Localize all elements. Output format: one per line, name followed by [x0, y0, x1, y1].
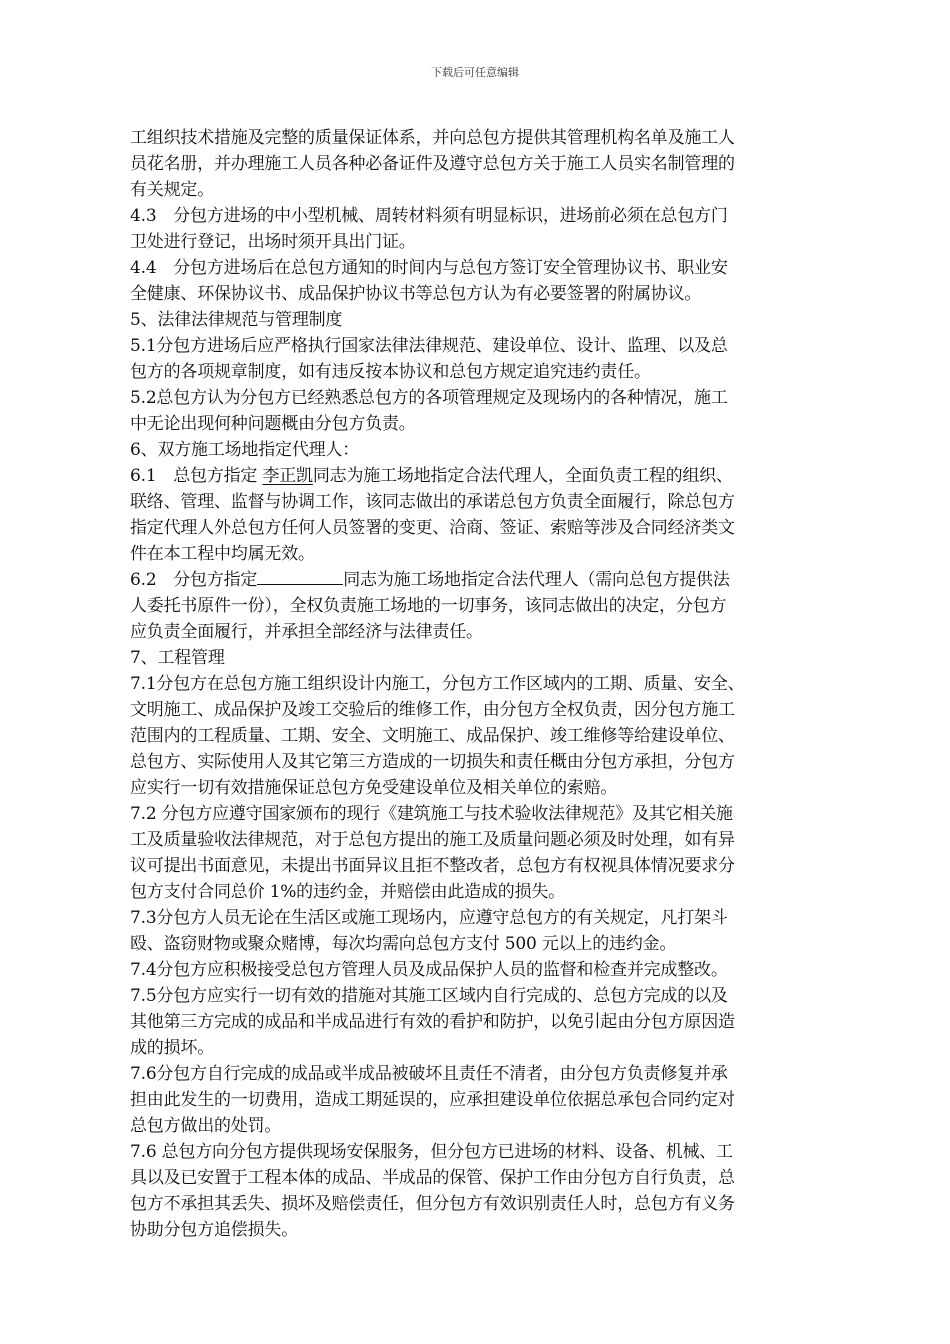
text-line: 7.3分包方人员无论在生活区或施工现场内，应遵守总包方的有关规定，凡打架斗	[130, 908, 728, 928]
text-line: 4.4 分包方进场后在总包方通知的时间内与总包方签订安全管理协议书、职业安	[130, 258, 728, 278]
text-line: 5、法律法律规范与管理制度	[130, 310, 343, 330]
blank-fill-line[interactable]	[257, 567, 343, 585]
line-text: 同志为施工场地指定合法代理人（需向总包方提供法	[343, 570, 730, 590]
text-line: 7.5分包方应实行一切有效的措施对其施工区域内自行完成的、总包方完成的以及	[130, 986, 728, 1006]
text-line: 工及质量验收法律规范，对于总包方提出的施工及质量问题必须及时处理，如有异	[130, 830, 735, 850]
text-line: 全健康、环保协议书、成品保护协议书等总包方认为有必要签署的附属协议。	[130, 284, 702, 304]
text-line: 有关规定。	[130, 180, 214, 200]
text-line: 工组织技术措施及完整的质量保证体系，并向总包方提供其管理机构名单及施工人	[130, 128, 735, 148]
text-line: 联络、管理、监督与协调工作，该同志做出的承诺总包方负责全面履行，除总包方	[130, 492, 735, 512]
text-line: 文明施工、成品保护及竣工交验后的维修工作，由分包方全权负责，因分包方施工	[130, 700, 735, 720]
page-header: 下载后可任意编辑	[431, 66, 519, 79]
text-line: 中无论出现何种问题概由分包方负责。	[130, 414, 416, 434]
text-line: 7.6 总包方向分包方提供现场安保服务，但分包方已进场的材料、设备、机械、工	[130, 1142, 733, 1162]
text-line: 7.4分包方应积极接受总包方管理人员及成品保护人员的监督和检查并完成整改。	[130, 960, 728, 980]
text-line: 包方不承担其丢失、损坏及赔偿责任，但分包方有效识别责任人时，总包方有义务	[130, 1194, 735, 1214]
text-line: 担由此发生的一切费用，造成工期延误的，应承担建设单位依据总承包合同约定对	[130, 1090, 735, 1110]
text-line: 7.2 分包方应遵守国家颁布的现行《建筑施工与技术验收法律规范》及其它相关施	[130, 804, 733, 824]
text-line: 应实行一切有效措施保证总包方免受建设单位及相关单位的索赔。	[130, 778, 618, 798]
text-line: 指定代理人外总包方任何人员签署的变更、洽商、签证、索赔等涉及合同经济类文	[130, 518, 735, 538]
text-line: 成的损坏。	[130, 1038, 214, 1058]
text-line: 包方的各项规章制度，如有违反按本协议和总包方规定追究违约责任。	[130, 362, 651, 382]
text-line: 其他第三方完成的成品和半成品进行有效的看护和防护，以免引起由分包方原因造	[130, 1012, 735, 1032]
text-line	[130, 463, 820, 489]
text-line: 具以及已安置于工程本体的成品、半成品的保管、保护工作由分包方自行负责，总	[130, 1168, 735, 1188]
text-line: 4.3 分包方进场的中小型机械、周转材料须有明显标识，进场前必须在总包方门	[130, 206, 728, 226]
designated-agent-name: 李正凯	[262, 466, 313, 486]
text-line: 总包方、实际使用人及其它第三方造成的一切损失和责任概由分包方承担，分包方	[130, 752, 735, 772]
text-line: 人委托书原件一份），全权负责施工场地的一切事务，该同志做出的决定，分包方	[130, 596, 727, 616]
text-line: 7、工程管理	[130, 648, 225, 668]
line-text: 同志为施工场地指定合法代理人，全面负责工程的组织、	[312, 466, 733, 486]
text-line	[130, 567, 820, 593]
text-line: 议可提出书面意见，未提出书面异议且拒不整改者，总包方有权视具体情况要求分	[130, 856, 735, 876]
text-line: 件在本工程中均属无效。	[130, 544, 315, 564]
text-line: 总包方做出的处罚。	[130, 1116, 282, 1136]
line-text: 6.1 总包方指定	[130, 466, 263, 486]
text-line: 5.1分包方进场后应严格执行国家法律法律规范、建设单位、设计、监理、以及总	[130, 336, 728, 356]
text-line: 6、双方施工场地指定代理人：	[130, 440, 360, 460]
text-line: 7.1分包方在总包方施工组织设计内施工，分包方工作区域内的工期、质量、安全、	[130, 674, 745, 694]
text-line: 殴、盗窃财物或聚众赌博，每次均需向总包方支付 500 元以上的违约金。	[130, 934, 677, 954]
text-line: 协助分包方追偿损失。	[130, 1220, 298, 1240]
text-line: 5.2总包方认为分包方已经熟悉总包方的各项管理规定及现场内的各种情况，施工	[130, 388, 728, 408]
text-line: 包方支付合同总价 1%的违约金，并赔偿由此造成的损失。	[130, 882, 565, 902]
text-line: 卫处进行登记，出场时须开具出门证。	[130, 232, 416, 252]
document-body	[130, 125, 820, 1243]
text-line: 7.6分包方自行完成的成品或半成品被破坏且责任不清者，由分包方负责修复并承	[130, 1064, 728, 1084]
text-line: 范围内的工程质量、工期、安全、文明施工、成品保护、竣工维修等给建设单位、	[130, 726, 735, 746]
text-line: 应负责全面履行，并承担全部经济与法律责任。	[130, 622, 483, 642]
text-line: 员花名册，并办理施工人员各种必备证件及遵守总包方关于施工人员实名制管理的	[130, 154, 735, 174]
line-text: 6.2 分包方指定	[130, 570, 258, 590]
